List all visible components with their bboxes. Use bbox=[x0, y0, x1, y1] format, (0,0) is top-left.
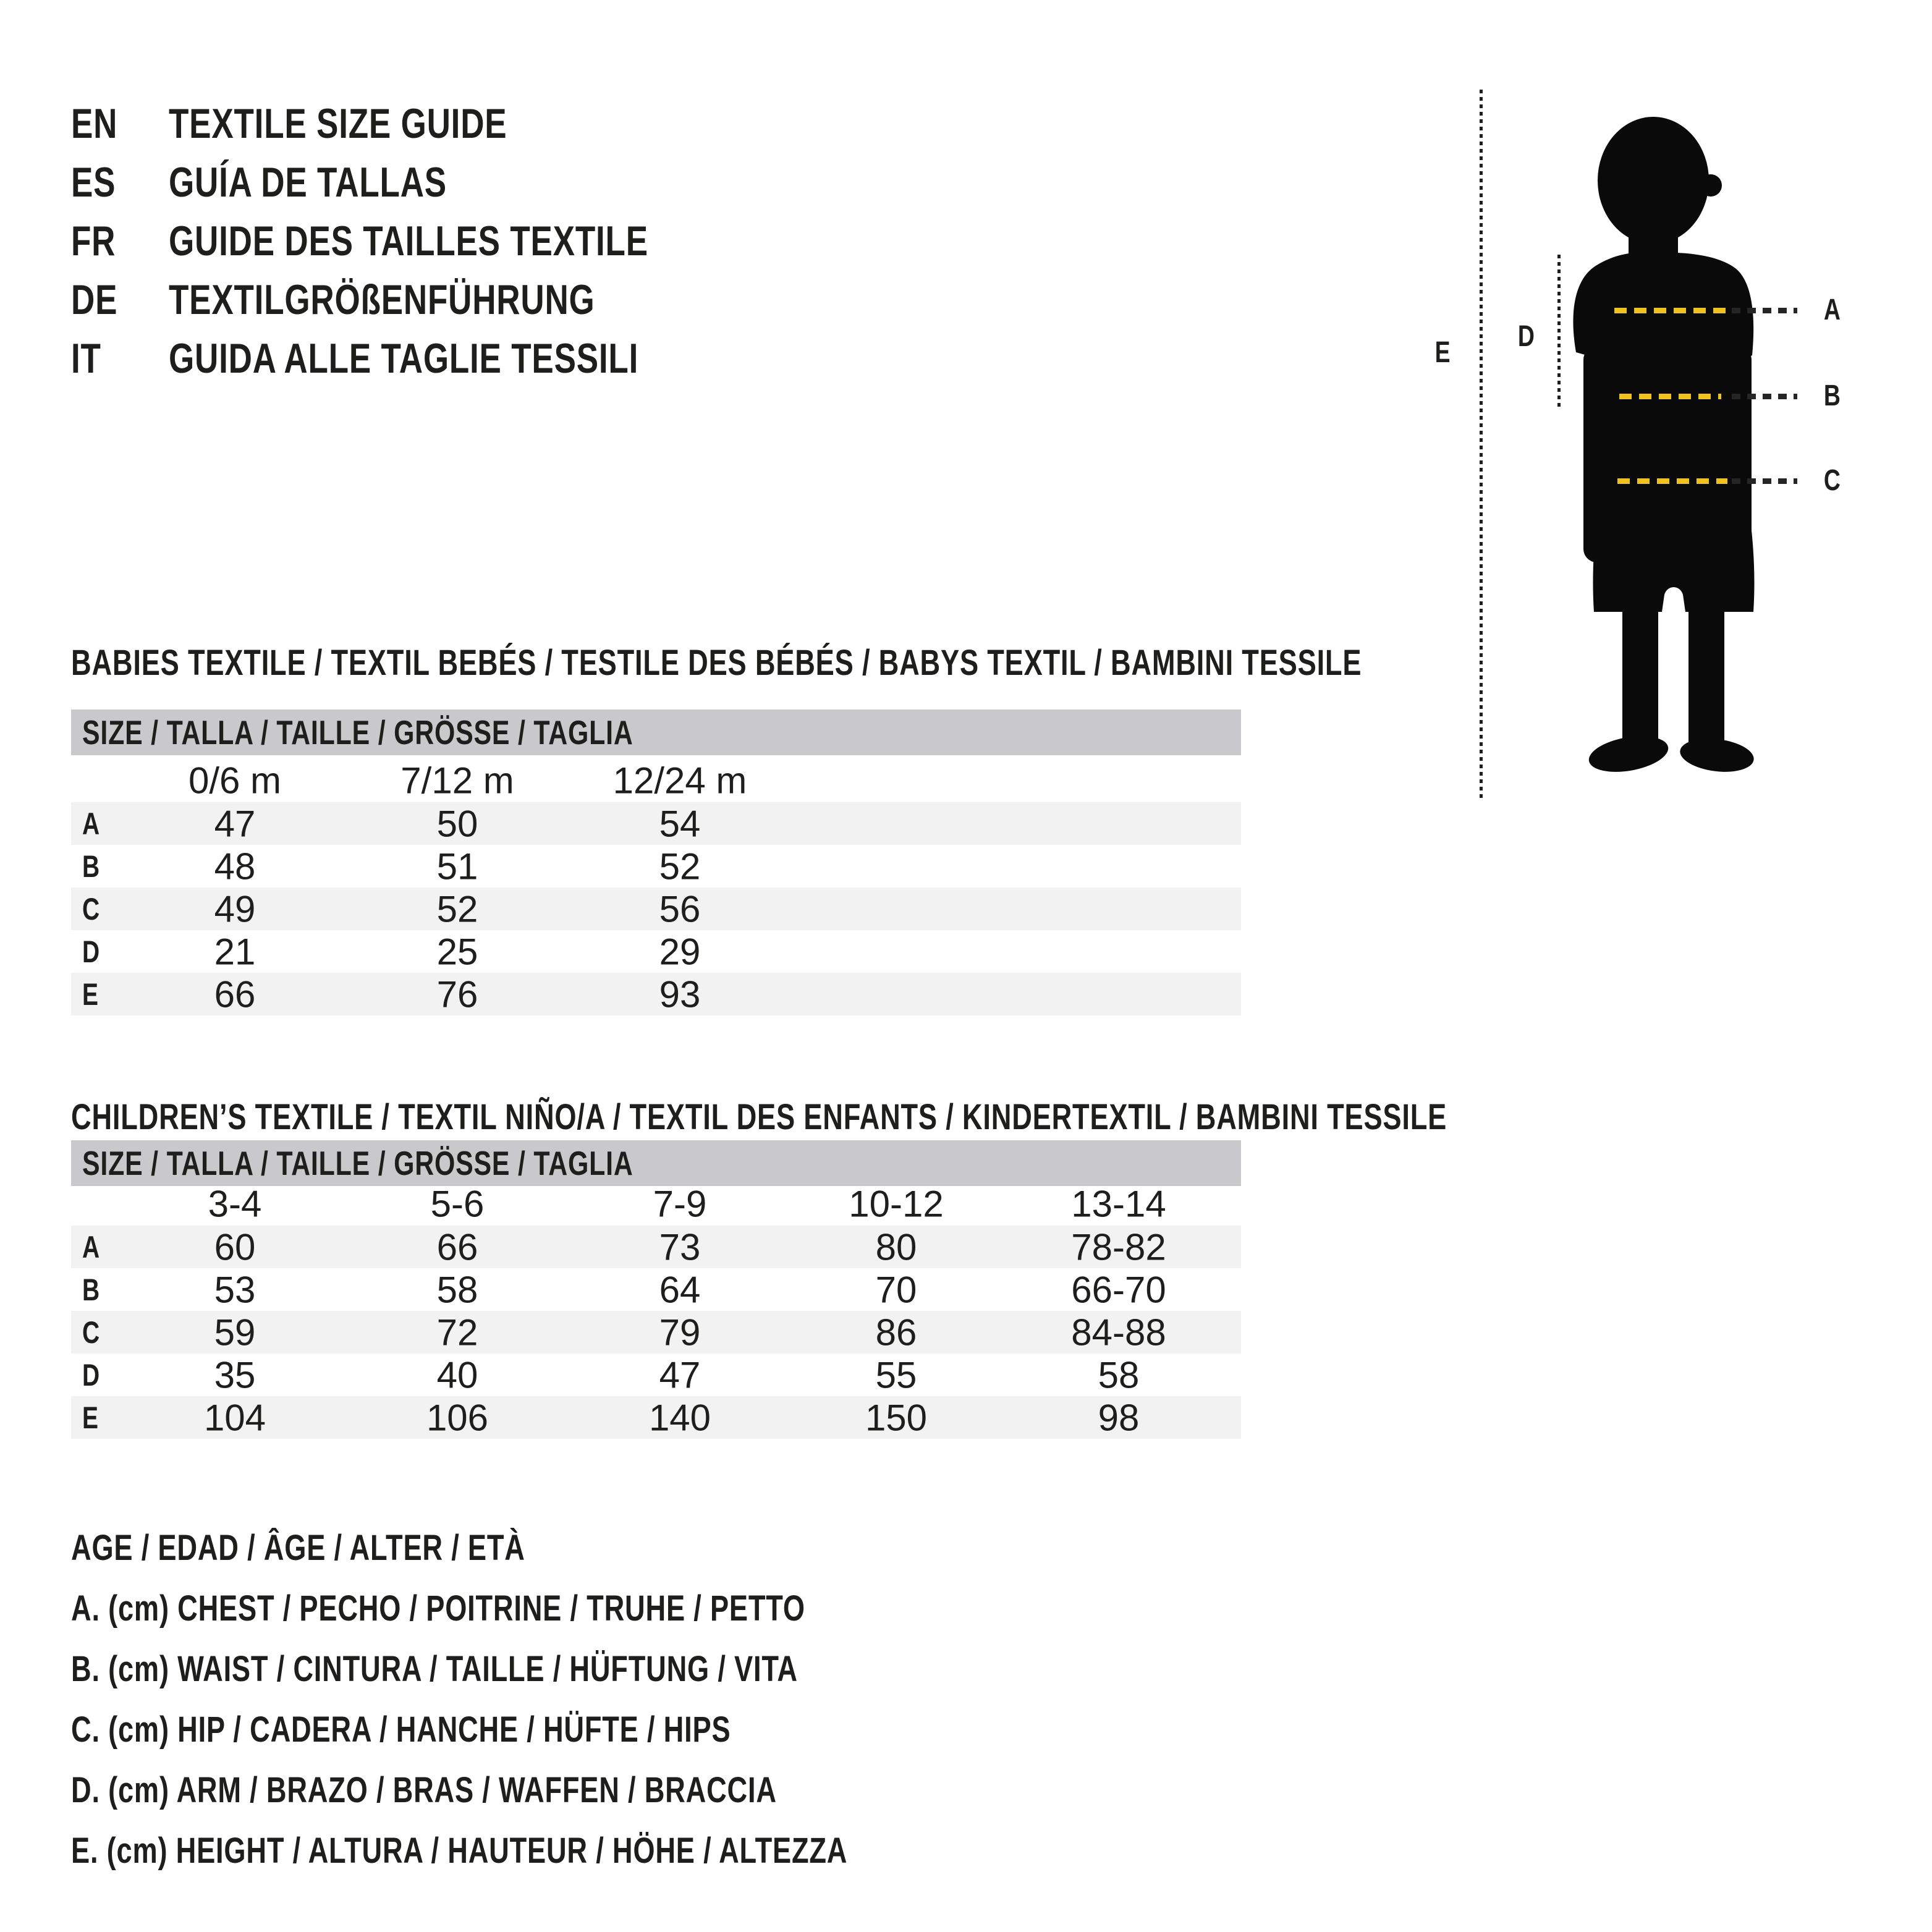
table-cell: 64 bbox=[659, 1269, 701, 1310]
babies-size-header-bar: SIZE / TALLA / TAILLE / GRÖSSE / TAGLIA bbox=[71, 710, 1241, 755]
language-title: GUIDA ALLE TAGLIE TESSILI bbox=[169, 334, 639, 382]
legend-line: B. (cm) WAIST / CINTURA / TAILLE / HÜFTUNG / VITA bbox=[71, 1648, 798, 1689]
table-row bbox=[71, 845, 1241, 888]
table-cell: 79 bbox=[659, 1311, 701, 1353]
language-row bbox=[71, 211, 784, 270]
waist-line-yellow-dash bbox=[1619, 394, 1721, 399]
child-silhouette-figure bbox=[1557, 111, 1768, 797]
table-cell: 48 bbox=[214, 845, 256, 887]
table-cell: 86 bbox=[875, 1311, 917, 1353]
chest-line-black-dash bbox=[1732, 308, 1797, 313]
table-row bbox=[71, 1226, 1241, 1268]
measurement-legend bbox=[71, 1517, 1067, 1881]
legend-line: C. (cm) HIP / CADERA / HANCHE / HÜFTE / HIPS bbox=[71, 1709, 731, 1750]
row-label: B bbox=[82, 1272, 100, 1307]
column-header: 13-14 bbox=[1071, 1183, 1166, 1225]
table-cell: 60 bbox=[214, 1226, 256, 1268]
babies-table-title: BABIES TEXTILE / TEXTIL BEBÉS / TESTILE DES BÉBÉS / BABYS TEXTIL / BAMBINI TESSILE bbox=[71, 643, 1362, 683]
table-cell: 50 bbox=[436, 803, 478, 844]
legend-line: AGE / EDAD / ÂGE / ALTER / ETÀ bbox=[71, 1527, 525, 1568]
hip-line-black-dash bbox=[1732, 478, 1797, 484]
table-cell: 80 bbox=[875, 1226, 917, 1268]
babies-table-rows bbox=[71, 802, 1241, 1015]
language-title-block bbox=[71, 94, 784, 388]
table-cell: 40 bbox=[436, 1354, 478, 1396]
language-code: ES bbox=[71, 158, 116, 206]
table-cell: 52 bbox=[436, 888, 478, 930]
children-table-rows bbox=[71, 1226, 1241, 1439]
table-cell: 150 bbox=[865, 1397, 928, 1438]
column-header: 3-4 bbox=[208, 1183, 262, 1225]
legend-line: E. (cm) HEIGHT / ALTURA / HAUTEUR / HÖHE / ALTEZZA bbox=[71, 1830, 848, 1871]
row-label: B bbox=[82, 849, 100, 884]
waist-line-black-dash bbox=[1732, 394, 1797, 399]
language-code: DE bbox=[71, 276, 118, 323]
row-label: A bbox=[82, 806, 100, 841]
table-cell: 47 bbox=[214, 803, 256, 844]
measure-label-waist-b: B bbox=[1824, 379, 1841, 412]
table-cell: 52 bbox=[659, 845, 701, 887]
column-header: 5-6 bbox=[430, 1183, 485, 1225]
language-row bbox=[71, 270, 784, 329]
language-row bbox=[71, 153, 784, 211]
table-cell: 35 bbox=[214, 1354, 256, 1396]
table-cell: 76 bbox=[436, 973, 478, 1015]
table-cell: 66 bbox=[214, 973, 256, 1015]
table-cell: 106 bbox=[426, 1397, 489, 1438]
table-cell: 21 bbox=[214, 931, 256, 972]
measure-label-arm-d: D bbox=[1518, 320, 1535, 353]
row-label: D bbox=[82, 934, 100, 969]
table-cell: 66-70 bbox=[1071, 1269, 1166, 1310]
table-cell: 70 bbox=[875, 1269, 917, 1310]
table-cell: 56 bbox=[659, 888, 701, 930]
table-cell: 93 bbox=[659, 973, 701, 1015]
language-code: FR bbox=[71, 217, 116, 265]
column-header: 12/24 m bbox=[612, 760, 747, 802]
row-label: C bbox=[82, 1315, 100, 1350]
table-cell: 66 bbox=[436, 1226, 478, 1268]
language-code: EN bbox=[71, 100, 118, 147]
table-cell: 98 bbox=[1098, 1397, 1140, 1438]
table-cell: 104 bbox=[203, 1397, 266, 1438]
measure-label-hip-c: C bbox=[1824, 464, 1841, 497]
babies-column-header-row bbox=[71, 759, 1241, 802]
language-title: GUIDE DES TAILLES TEXTILE bbox=[169, 217, 648, 265]
table-cell: 49 bbox=[214, 888, 256, 930]
chest-line-yellow-dash bbox=[1614, 308, 1727, 313]
language-title: GUÍA DE TALLAS bbox=[169, 158, 447, 206]
language-title: TEXTILE SIZE GUIDE bbox=[169, 100, 507, 147]
language-row bbox=[71, 94, 784, 153]
table-row bbox=[71, 888, 1241, 930]
language-code: IT bbox=[71, 334, 101, 382]
measure-label-height-e: E bbox=[1435, 336, 1451, 369]
table-cell: 58 bbox=[1098, 1354, 1140, 1396]
hip-line-yellow-dash bbox=[1617, 478, 1727, 484]
column-header: 10-12 bbox=[849, 1183, 944, 1225]
table-row bbox=[71, 930, 1241, 973]
table-cell: 73 bbox=[659, 1226, 701, 1268]
table-cell: 25 bbox=[436, 931, 478, 972]
children-table-title: CHILDREN’S TEXTILE / TEXTIL NIÑO/A / TEXTIL DES ENFANTS / KINDERTEXTIL / BAMBINI TESSILE bbox=[71, 1097, 1447, 1137]
legend-line: D. (cm) ARM / BRAZO / BRAS / WAFFEN / BRACCIA bbox=[71, 1769, 777, 1810]
language-title: TEXTILGRÖßENFÜHRUNG bbox=[169, 276, 595, 323]
children-size-header-bar: SIZE / TALLA / TAILLE / GRÖSSE / TAGLIA bbox=[71, 1140, 1241, 1186]
table-cell: 140 bbox=[648, 1397, 711, 1438]
table-row bbox=[71, 973, 1241, 1015]
table-cell: 53 bbox=[214, 1269, 256, 1310]
row-label: C bbox=[82, 891, 100, 926]
column-header: 0/6 m bbox=[188, 760, 282, 802]
row-label: E bbox=[82, 977, 99, 1012]
children-column-header-row bbox=[71, 1182, 1241, 1226]
height-measure-line-e bbox=[1480, 90, 1483, 799]
table-cell: 29 bbox=[659, 931, 701, 972]
table-cell: 58 bbox=[436, 1269, 478, 1310]
column-header: 7/12 m bbox=[400, 760, 514, 802]
table-row bbox=[71, 1311, 1241, 1354]
table-row bbox=[71, 1396, 1241, 1439]
table-cell: 84-88 bbox=[1071, 1311, 1166, 1353]
column-header: 7-9 bbox=[653, 1183, 707, 1225]
table-cell: 59 bbox=[214, 1311, 256, 1353]
table-cell: 72 bbox=[436, 1311, 478, 1353]
language-row bbox=[71, 329, 784, 388]
table-cell: 78-82 bbox=[1071, 1226, 1166, 1268]
table-cell: 47 bbox=[659, 1354, 701, 1396]
table-cell: 51 bbox=[436, 845, 478, 887]
row-label: D bbox=[82, 1357, 100, 1392]
row-label: E bbox=[82, 1400, 99, 1435]
table-row bbox=[71, 802, 1241, 845]
measure-label-chest-a: A bbox=[1824, 294, 1841, 326]
table-cell: 55 bbox=[875, 1354, 917, 1396]
legend-line: A. (cm) CHEST / PECHO / POITRINE / TRUHE / PETTO bbox=[71, 1588, 805, 1629]
row-label: A bbox=[82, 1229, 100, 1265]
table-row bbox=[71, 1354, 1241, 1396]
child-silhouette-icon bbox=[1557, 111, 1768, 797]
table-cell: 54 bbox=[659, 803, 701, 844]
table-row bbox=[71, 1268, 1241, 1311]
